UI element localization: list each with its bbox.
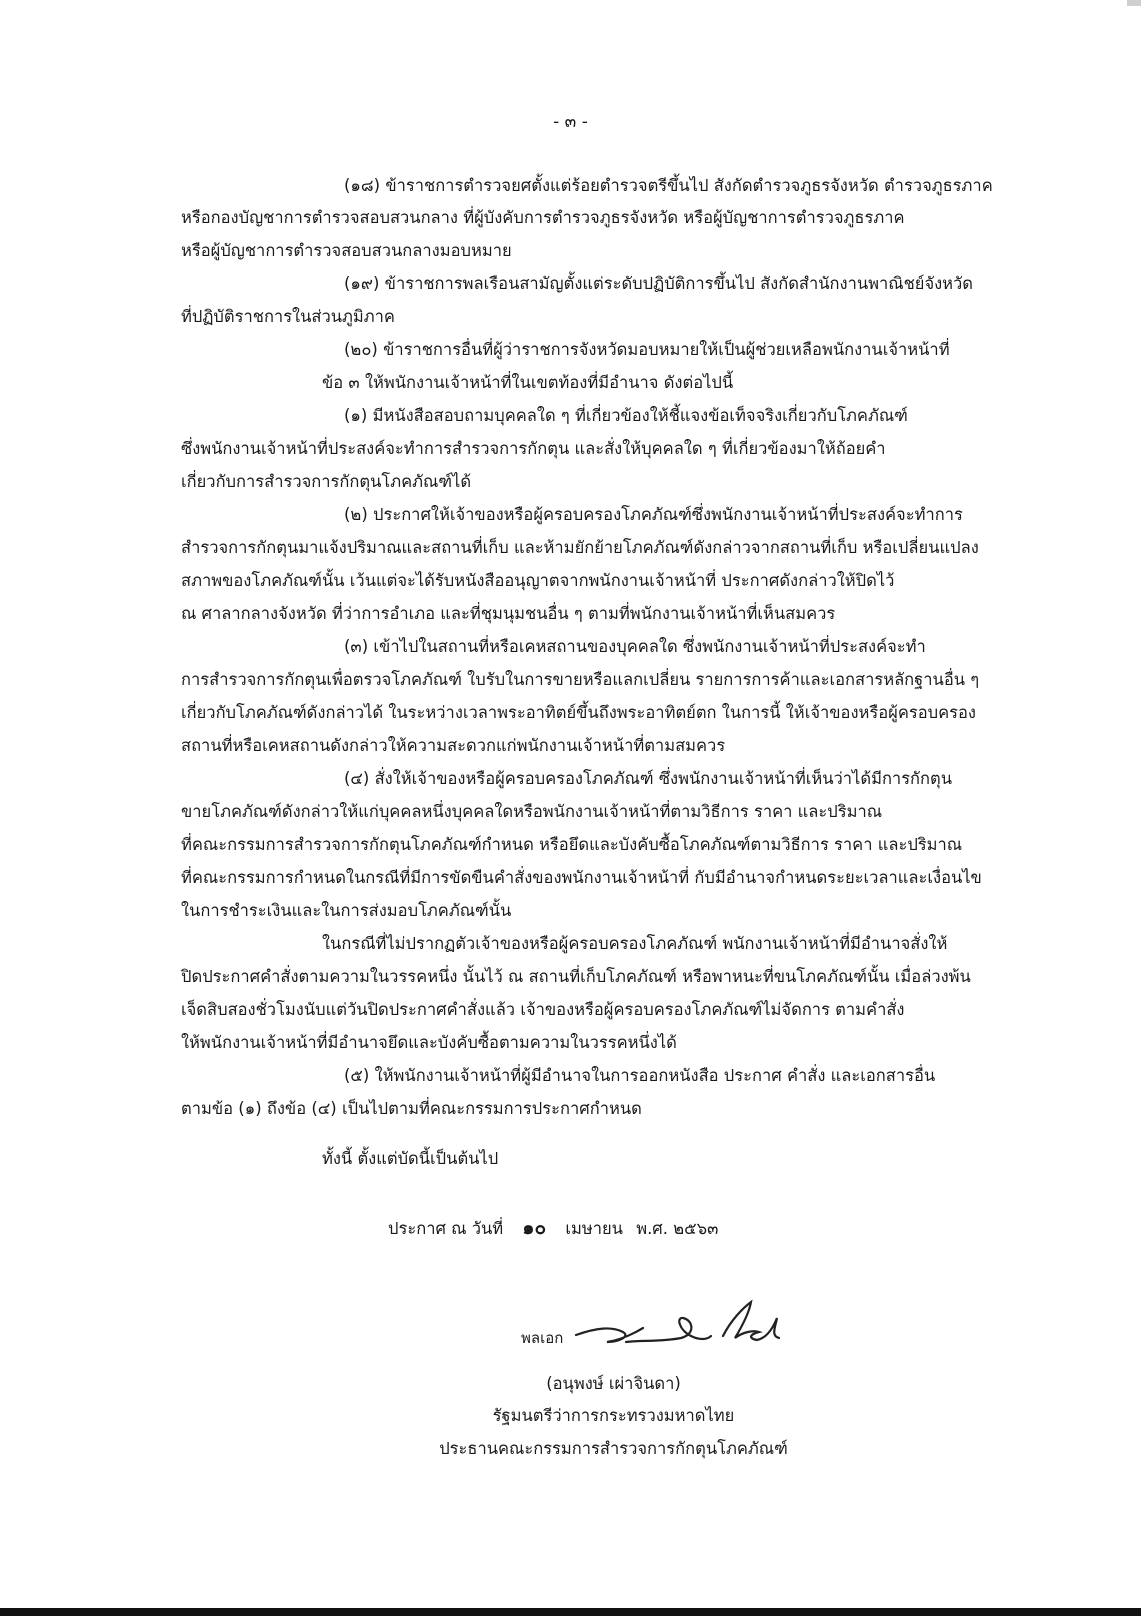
body-line: ในกรณีที่ไม่ปรากฏตัวเจ้าของหรือผู้ครอบครองโภคภัณฑ์ พนักงานเจ้าหน้าที่มีอำนาจสั่งให้ <box>322 934 948 953</box>
body-line: สถานที่หรือเคหสถานดังกล่าวให้ความสะดวกแก่พนักงานเจ้าหน้าที่ตามสมควร <box>181 736 726 755</box>
body-line: ตามข้อ (๑) ถึงข้อ (๔) เป็นไปตามที่คณะกรรมการประกาศกำหนด <box>181 1099 642 1118</box>
body-line: เกี่ยวกับการสำรวจการกักตุนโภคภัณฑ์ได้ <box>181 472 472 491</box>
body-line: (๓) เข้าไปในสถานที่หรือเคหสถานของบุคคลใด ซึ่งพนักงานเจ้าหน้าที่ประสงค์จะทำ <box>344 637 926 656</box>
body-line: หรือผู้บัญชาการตำรวจสอบสวนกลางมอบหมาย <box>181 241 512 260</box>
signer-name: (อนุพงษ์ เผ่าจินดา) <box>546 1374 681 1393</box>
body-line: (๑) มีหนังสือสอบถามบุคคลใด ๆ ที่เกี่ยวข้องให้ชี้แจงข้อเท็จจริงเกี่ยวกับโภคภัณฑ์ <box>344 406 908 425</box>
body-line: (๔) สั่งให้เจ้าของหรือผู้ครอบครองโภคภัณฑ์ ซึ่งพนักงานเจ้าหน้าที่เห็นว่าได้มีการกักตุน <box>344 769 953 788</box>
scan-artifact <box>1127 0 1141 6</box>
date-year: พ.ศ. ๒๕๖๓ <box>636 1219 719 1238</box>
body-line: ที่ปฏิบัติราชการในส่วนภูมิภาค <box>181 307 395 326</box>
signer-position-2: ประธานคณะกรรมการสำรวจการกักตุนโภคภัณฑ์ <box>439 1439 788 1458</box>
handwritten-signature <box>521 1290 851 1360</box>
body-line: ณ ศาลากลางจังหวัด ที่ว่าการอำเภอ และที่ชุมนุมชนอื่น ๆ ตามที่พนักงานเจ้าหน้าที่เห็นสมควร <box>181 604 836 623</box>
scan-bottom-edge <box>0 1608 1141 1616</box>
body-line: (๒๐) ข้าราชการอื่นที่ผู้ว่าราชการจังหวัดมอบหมายให้เป็นผู้ช่วยเหลือพนักงานเจ้าหน้าที่ <box>344 340 950 359</box>
body-line: เจ็ดสิบสองชั่วโมงนับแต่วันปิดประกาศคำสั่งแล้ว เจ้าของหรือผู้ครอบครองโภคภัณฑ์ไม่จัดการ ตามคำสั่ง <box>181 1000 905 1019</box>
clause-heading: ข้อ ๓ ให้พนักงานเจ้าหน้าที่ในเขตท้องที่มีอำนาจ ดังต่อไปนี้ <box>322 373 734 392</box>
body-line: ที่คณะกรรมการสำรวจการกักตุนโภคภัณฑ์กำหนด หรือยึดและบังคับซื้อโภคภัณฑ์ตามวิธีการ ราคา และปริมาณ <box>181 835 963 854</box>
signer-rank: พลเอก <box>521 1329 564 1347</box>
body-line: ปิดประกาศคำสั่งตามความในวรรคหนึ่ง นั้นไว้ ณ สถานที่เก็บโภคภัณฑ์ หรือพาหนะที่ขนโภคภัณฑ์นั้น เมื่อล่วงพ้น <box>181 967 971 986</box>
signer-position-1: รัฐมนตรีว่าการกระทรวงมหาดไทย <box>492 1406 735 1425</box>
date-prefix: ประกาศ ณ วันที่ <box>388 1219 504 1238</box>
body-line: (๑๙) ข้าราชการพลเรือนสามัญตั้งแต่ระดับปฏิบัติการขึ้นไป สังกัดสำนักงานพาณิชย์จังหวัด <box>344 274 974 293</box>
body-line: (๑๘) ข้าราชการตำรวจยศตั้งแต่ร้อยตำรวจตรีขึ้นไป สังกัดตำรวจภูธรจังหวัด ตำรวจภูธรภาค <box>344 176 993 195</box>
body-line: สำรวจการกักตุนมาแจ้งปริมาณและสถานที่เก็บ และห้ามยักย้ายโภคภัณฑ์ดังกล่าวจากสถานที่เก็บ หรือเปลี่ยนแปลง <box>181 538 979 557</box>
body-line: ขายโภคภัณฑ์ดังกล่าวให้แก่บุคคลหนึ่งบุคคลใดหรือพนักงานเจ้าหน้าที่ตามวิธีการ ราคา และปริมาณ <box>181 802 883 821</box>
closing-line: ทั้งนี้ ตั้งแต่บัดนี้เป็นต้นไป <box>322 1149 499 1168</box>
body-line: หรือกองบัญชาการตำรวจสอบสวนกลาง ที่ผู้บังคับการตำรวจภูธรจังหวัด หรือผู้บัญชาการตำรวจภูธรภาค <box>181 208 905 227</box>
page-number: - ๓ - <box>553 112 588 132</box>
body-line: ในการชำระเงินและในการส่งมอบโภคภัณฑ์นั้น <box>181 901 512 920</box>
body-line: สภาพของโภคภัณฑ์นั้น เว้นแต่จะได้รับหนังสืออนุญาตจากพนักงานเจ้าหน้าที่ ประกาศดังกล่าวให้ปิดไว้ <box>181 571 895 590</box>
body-line: การสำรวจการกักตุนเพื่อตรวจโภคภัณฑ์ ใบรับในการขายหรือแลกเปลี่ยน รายการการค้าและเอกสารหลักฐานอื่น ๆ <box>181 670 980 689</box>
announcement-date <box>388 1213 718 1243</box>
body-line: (๒) ประกาศให้เจ้าของหรือผู้ครอบครองโภคภัณฑ์ซึ่งพนักงานเจ้าหน้าที่ประสงค์จะทำการ <box>344 505 963 524</box>
body-line: ที่คณะกรรมการกำหนดในกรณีที่มีการขัดขืนคำสั่งของพนักงานเจ้าหน้าที่ กับมีอำนาจกำหนดระยะเวลาและเงื่อนไข <box>181 868 982 887</box>
date-day: ๑๐ <box>522 1217 547 1239</box>
body-line: (๕) ให้พนักงานเจ้าหน้าที่ผู้มีอำนาจในการออกหนังสือ ประกาศ คำสั่ง และเอกสารอื่น <box>344 1066 936 1085</box>
date-month: เมษายน <box>565 1219 623 1238</box>
body-line: ให้พนักงานเจ้าหน้าที่มีอำนาจยึดและบังคับซื้อตามความในวรรคหนึ่งได้ <box>181 1033 677 1052</box>
body-line: ซึ่งพนักงานเจ้าหน้าที่ประสงค์จะทำการสำรวจการกักตุน และสั่งให้บุคคลใด ๆ ที่เกี่ยวข้องมาให้ถ้อยคำ <box>181 439 886 458</box>
body-line: เกี่ยวกับโภคภัณฑ์ดังกล่าวได้ ในระหว่างเวลาพระอาทิตย์ขึ้นถึงพระอาทิตย์ตก ในการนี้ ให้เจ้าของหรือผู้ครอบครอง <box>181 703 976 722</box>
